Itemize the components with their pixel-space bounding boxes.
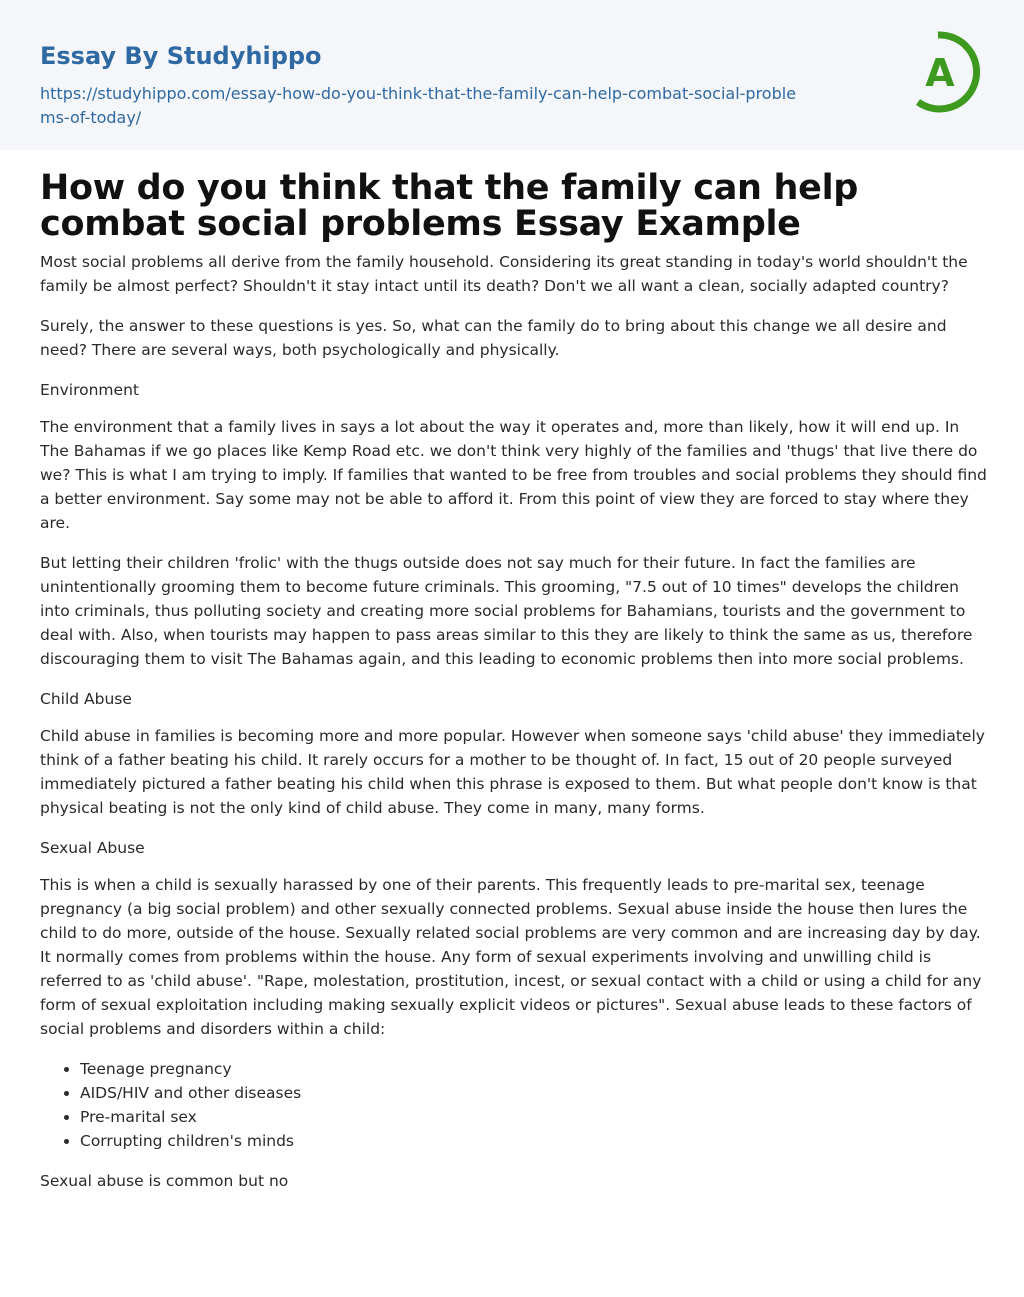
list-item: • Pre-marital sex <box>80 1105 990 1129</box>
intro-paragraph-1: Most social problems all derive from the family household. Considering its great standing in today's world shouldn't the family be almost perfect? Shouldn't it stay intact until its death? Don't we all want a clean, socially adapted country? <box>40 253 968 295</box>
closing-paragraph: Sexual abuse is common but no <box>40 1172 289 1190</box>
environment-paragraph-2: But letting their children 'frolic' with the thugs outside does not say much for their future. In fact the families are unintentionally grooming them to become future criminals. This grooming, "7.5 out of 10 times" develops the children into criminals, thus polluting society and creating more social problems for Bahamians, tourists and the government to deal with. Also, when tourists may happen to pass areas similar to this they are likely to think the same as us, therefore discouraging them to visit The Bahamas again, and this leading to economic problems then into more social problems. <box>40 554 973 668</box>
studyhippo-logo-icon[interactable] <box>906 28 988 116</box>
child-abuse-paragraph: Child abuse in families is becoming more and more popular. However when someone says 'child abuse' they immediately think of a father beating his child. It rarely occurs for a mother to be thought of. In fact, 15 out of 20 people surveyed immediately pictured a father beating his child when this phrase is exposed to them. But what people don't know is that physical beating is not the only kind of child abuse. They come in many, many forms. <box>40 727 985 817</box>
site-brand[interactable]: Essay By Studyhippo <box>40 42 322 70</box>
section-heading-sexual-abuse: Sexual Abuse <box>40 839 145 857</box>
list-item: • Corrupting children's minds <box>80 1129 990 1153</box>
source-url-link[interactable]: https://studyhippo.com/essay-how-do-you-think-that-the-family-can-help-combat-social-problems-of-today/ <box>40 84 797 127</box>
section-heading-environment: Environment <box>40 381 139 399</box>
section-heading-child-abuse: Child Abuse <box>40 690 132 708</box>
environment-paragraph-1: The environment that a family lives in says a lot about the way it operates and, more than likely, how it will end up. In The Bahamas if we go places like Kemp Road etc. we don't think very highly of the families and 'thugs' that live there do we? This is what I am trying to imply. If families that wanted to be free from troubles and social problems they should find a better environment. Say some may not be able to afford it. From this point of view they are forced to stay where they are. <box>40 418 987 532</box>
factors-list <box>40 1057 990 1153</box>
intro-paragraph-2: Surely, the answer to these questions is yes. So, what can the family do to bring about this change we all desire and need? There are several ways, both psychologically and physically. <box>40 317 947 359</box>
article-title: How do you think that the family can help combat social problems Essay Example <box>40 168 859 244</box>
logo-letter: A <box>925 51 955 95</box>
sexual-abuse-paragraph: This is when a child is sexually harassed by one of their parents. This frequently leads to pre-marital sex, teenage pregnancy (a big social problem) and other sexually connected problems. Sexual abuse inside the house then lures the child to do more, outside of the house. Sexually related social problems are very common and are increasing day by day. It normally comes from problems within the house. Any form of sexual experiments involving and unwilling child is referred to as 'child abuse'. "Rape, molestation, prostitution, incest, or sexual contact with a child or using a child for any form of sexual exploitation including making sexually explicit videos or pictures". Sexual abuse leads to these factors of social problems and disorders within a child: <box>40 876 982 1038</box>
list-item: • AIDS/HIV and other diseases <box>80 1081 990 1105</box>
site-header <box>0 0 1024 150</box>
article-body <box>40 170 990 1209</box>
list-item: • Teenage pregnancy <box>80 1057 990 1081</box>
